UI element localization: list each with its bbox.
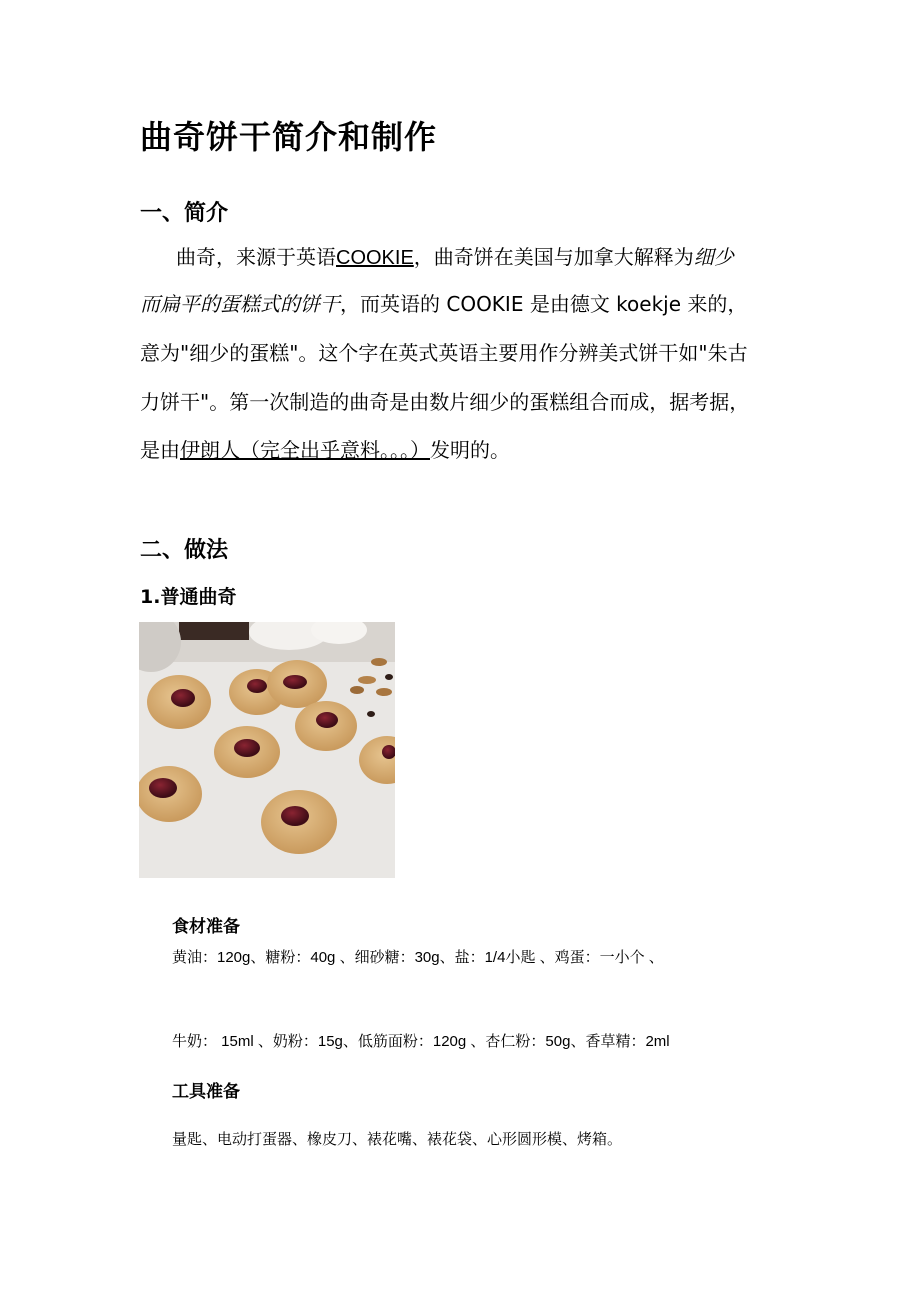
intro-text: 发明的。: [430, 438, 510, 462]
tools-line: 量匙、电动打蛋器、橡皮刀、裱花嘴、裱花袋、心形圆形模、烤箱。: [172, 1130, 623, 1148]
iran-link[interactable]: 伊朗人（完全出乎意料。。。）: [180, 438, 430, 462]
intro-italic: 而扁平的蛋糕式的饼干: [140, 292, 340, 316]
intro-text: ，而英语的 COOKIE 是由德文 koekje 来的，: [340, 292, 748, 316]
intro-line-2: [140, 292, 747, 316]
intro-text: 是由: [140, 438, 180, 462]
section-heading-method: 二、做法: [140, 538, 229, 563]
intro-text: 曲奇，来源于英语: [176, 245, 336, 269]
section-heading-intro: 一、简介: [140, 201, 229, 226]
intro-line-4: 力饼干"。第一次制造的曲奇是由数片细少的蛋糕组合而成，据考据，: [140, 390, 750, 414]
intro-text: ，曲奇饼在美国与加拿大解释为: [413, 245, 694, 269]
tools-heading: 工具准备: [172, 1082, 240, 1102]
intro-line-3: 意为"细少的蛋糕"。这个字在英式英语主要用作分辨美式饼干如"朱古: [140, 341, 748, 365]
intro-italic: 细少: [693, 245, 734, 269]
ingredients-heading: 食材准备: [172, 917, 240, 937]
ingredients-line-1: 黄油：120g、糖粉：40g 、细砂糖：30g、盐：1/4小匙 、鸡蛋：一小个 、: [172, 949, 664, 966]
ingredients-line-2: 牛奶： 15ml 、奶粉：15g、低筋面粉：120g 、杏仁粉：50g、香草精：2ml: [172, 1033, 670, 1050]
intro-line-1: [176, 245, 734, 270]
page-title: 曲奇饼干简介和制作: [140, 118, 438, 156]
cookie-link[interactable]: COOKIE: [336, 247, 414, 269]
cookie-photo: [139, 622, 395, 878]
subheading-plain-cookie: 1.普通曲奇: [140, 586, 237, 608]
intro-line-5: [140, 438, 510, 462]
